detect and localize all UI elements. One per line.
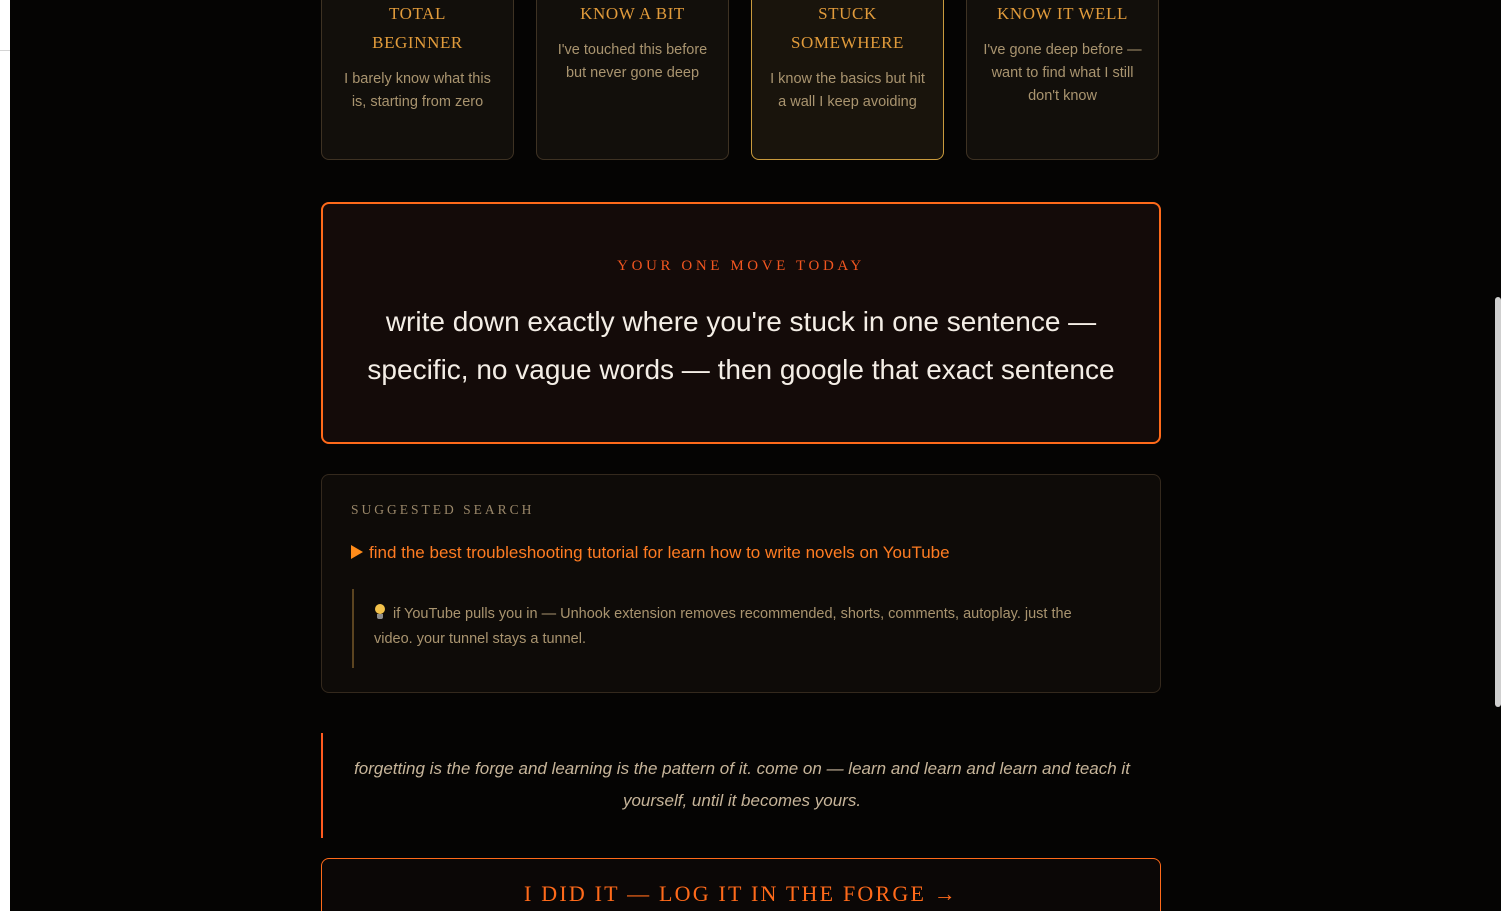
level-title: KNOW A BIT bbox=[580, 4, 685, 23]
lightbulb-icon bbox=[374, 604, 387, 620]
level-description: I've touched this before but never gone deep bbox=[557, 42, 708, 81]
unhook-tip bbox=[352, 589, 1112, 668]
level-card-know-it-well[interactable] bbox=[966, 0, 1159, 160]
level-title: TOTAL BEGINNER bbox=[372, 4, 463, 52]
level-title: KNOW IT WELL bbox=[997, 4, 1128, 23]
suggested-search-link[interactable] bbox=[351, 543, 950, 563]
level-card-stuck-somewhere[interactable] bbox=[751, 0, 944, 160]
forge-quote bbox=[321, 733, 1161, 838]
suggested-search-card bbox=[321, 474, 1161, 693]
one-move-text: write down exactly where you're stuck in one sentence — specific, no vague words — then google that exact sentence bbox=[367, 306, 1115, 385]
play-icon bbox=[351, 545, 363, 559]
level-card-know-a-bit[interactable] bbox=[536, 0, 729, 160]
unhook-tip-text: if YouTube pulls you in — Unhook extension removes recommended, shorts, comments, autoplay. just the video. your tunnel stays a tunnel. bbox=[374, 606, 1072, 647]
level-card-total-beginner[interactable] bbox=[321, 0, 514, 160]
level-selector bbox=[321, 0, 1161, 161]
level-description: I know the basics but hit a wall I keep avoiding bbox=[770, 71, 925, 110]
level-title: STUCK SOMEWHERE bbox=[790, 4, 905, 52]
suggested-search-label: SUGGESTED SEARCH bbox=[351, 502, 535, 517]
level-description: I've gone deep before — want to find what I still don't know bbox=[983, 42, 1142, 104]
forge-quote-text: forgetting is the forge and learning is the pattern of it. come on — learn and learn and learn and teach it yourself, until it becomes yours. bbox=[354, 759, 1130, 810]
log-it-button-label: I DID IT — LOG IT IN THE FORGE → bbox=[524, 881, 958, 906]
one-move-card bbox=[321, 202, 1161, 444]
one-move-label: YOUR ONE MOVE TODAY bbox=[617, 258, 865, 274]
log-it-button[interactable] bbox=[321, 858, 1161, 911]
level-description: I barely know what this is, starting from zero bbox=[344, 71, 491, 110]
window-edge bbox=[0, 0, 10, 911]
suggested-search-link-text: find the best troubleshooting tutorial for learn how to write novels on YouTube bbox=[369, 543, 950, 562]
scrollbar-track[interactable] bbox=[1493, 0, 1501, 911]
scrollbar-thumb[interactable] bbox=[1495, 297, 1501, 707]
